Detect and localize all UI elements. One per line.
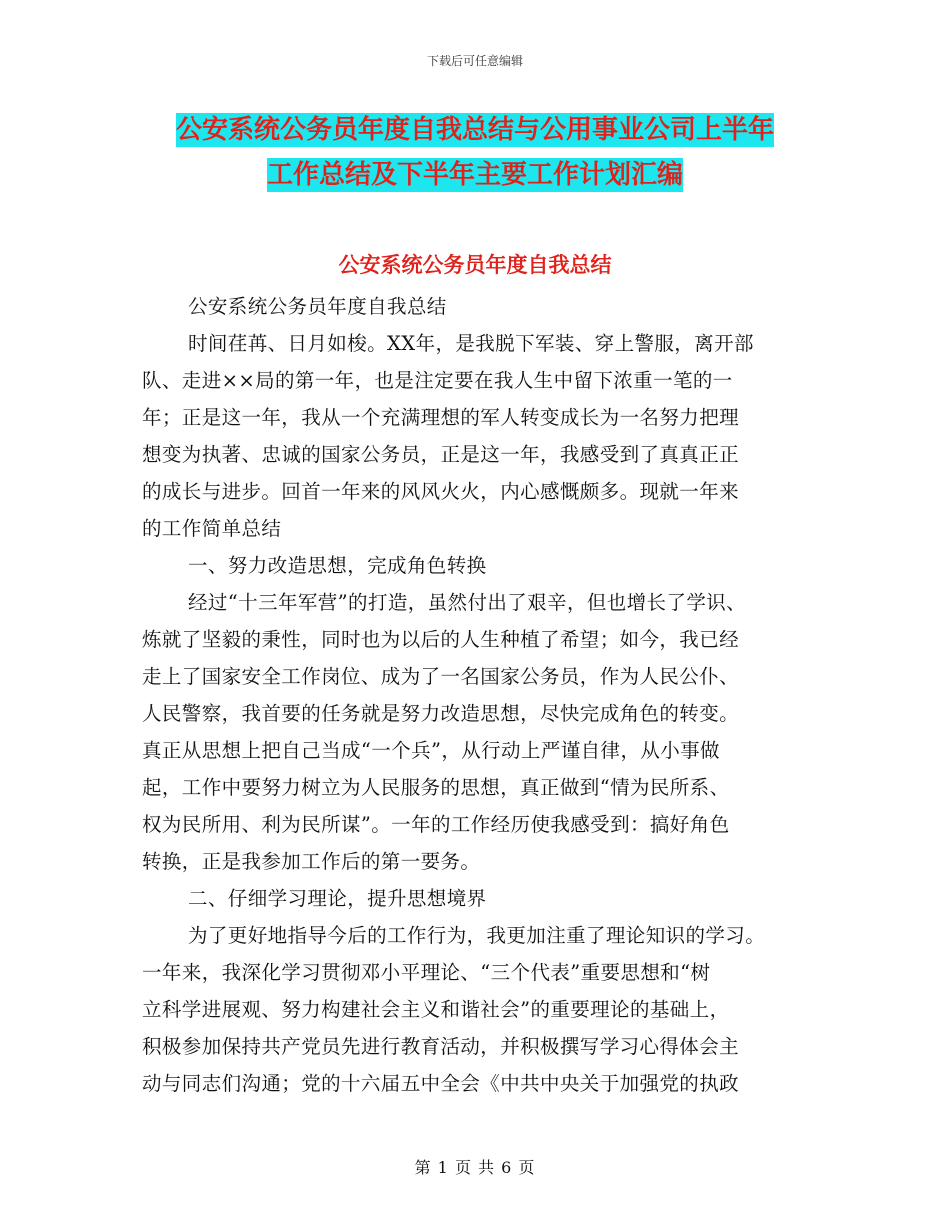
body-line: 起，工作中要努力树立为人民服务的思想，真正做到“情为民所系、	[142, 776, 730, 799]
body-text	[142, 288, 802, 1102]
document-title-line-1-text: 公安系统公务员年度自我总结与公用事业公司上半年	[175, 115, 774, 145]
body-line: 经过“十三年军营”的打造，虽然付出了艰辛，但也增长了学识、	[188, 591, 747, 614]
body-line: 真正从思想上把自己当成“一个兵”，从行动上严谨自律，从小事做	[142, 739, 720, 762]
section-title: 公安系统公务员年度自我总结	[338, 253, 612, 277]
body-line: 一、努力改造思想，完成角色转换	[188, 554, 487, 577]
body-line: 时间荏苒、日月如梭。XX年，是我脱下军装、穿上警服，离开部	[188, 332, 754, 355]
body-line: 人民警察，我首要的任务就是努力改造思想，尽快完成角色的转变。	[142, 702, 740, 725]
body-line: 二、仔细学习理论，提升思想境界	[188, 887, 487, 910]
body-line: 想变为执著、忠诚的国家公务员，正是这一年，我感受到了真真正正	[142, 443, 740, 466]
document-title-line-2-text: 工作总结及下半年主要工作计划汇编	[266, 160, 683, 190]
body-line: 权为民所用、利为民所谋”。一年的工作经历使我感受到：搞好角色	[142, 813, 730, 836]
body-line: 公安系统公务员年度自我总结	[188, 295, 447, 318]
page-footer: 第 1 页 共 6 页	[414, 1158, 536, 1177]
body-line: 立科学进展观、努力构建社会主义和谐社会”的重要理论的基础上，	[142, 998, 730, 1021]
document-title-line-1	[0, 113, 950, 147]
document-title-line-2	[0, 158, 950, 192]
body-line: 队、走进××局的第一年，也是注定要在我人生中留下浓重一笔的一	[142, 369, 733, 392]
body-line: 年；正是这一年，我从一个充满理想的军人转变成长为一名努力把理	[142, 406, 740, 429]
body-line: 动与同志们沟通；党的十六届五中全会《中共中央关于加强党的执政	[142, 1072, 740, 1095]
body-line: 的成长与进步。回首一年来的风风火火，内心感慨颇多。现就一年来	[142, 480, 740, 503]
body-line: 走上了国家安全工作岗位、成为了一名国家公务员，作为人民公仆、	[142, 665, 740, 688]
body-line: 的工作简单总结	[142, 517, 282, 540]
body-line: 转换，正是我参加工作后的第一要务。	[142, 850, 481, 873]
body-line: 积极参加保持共产党员先进行教育活动，并积极撰写学习心得体会主	[142, 1035, 740, 1058]
body-line: 一年来，我深化学习贯彻邓小平理论、“三个代表”重要思想和“树	[142, 961, 711, 984]
body-line: 为了更好地指导今后的工作行为，我更加注重了理论知识的学习。	[188, 924, 766, 947]
body-line: 炼就了坚毅的秉性，同时也为以后的人生种植了希望；如今，我已经	[142, 628, 740, 651]
header-note: 下载后可任意编辑	[426, 54, 523, 68]
